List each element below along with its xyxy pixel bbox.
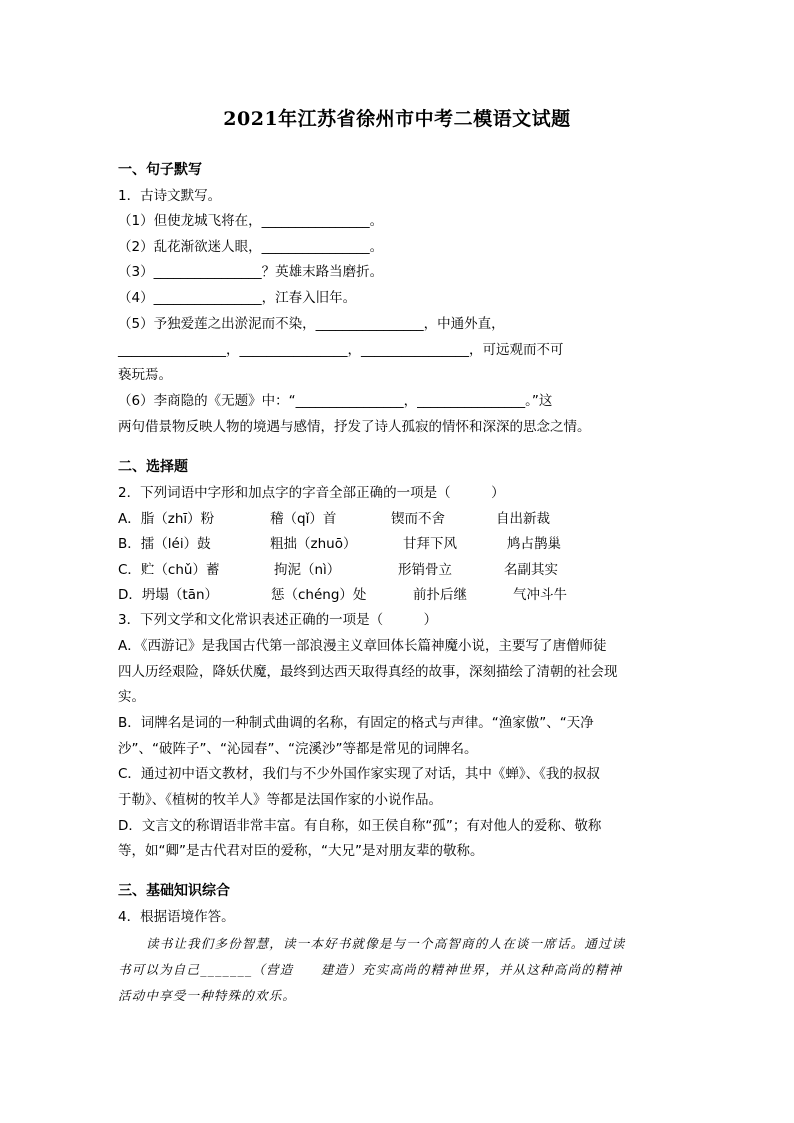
q2-option-c: [118, 561, 558, 579]
q1-item-6: （6）李商隐的《无题》中：“________________，________________。”这: [118, 393, 553, 409]
section-heading-2: 二、选择题: [118, 459, 188, 475]
q1-item-4: （4）________________，江春入旧年。: [118, 290, 357, 306]
q1-item-3: （3）________________？英雄末路当磨折。: [118, 264, 384, 280]
question-2: 2．下列词语中字形和加点字的字音全部正确的一项是（ ）: [118, 485, 505, 501]
q1-item-5-cont: ________________，________________，________________，可远观而不可: [118, 342, 564, 358]
option-d-word-4: 气冲斗牛: [513, 587, 567, 603]
q1-item-1: （1）但使龙城飞将在，________________。: [118, 213, 384, 229]
q3-option-d-line-1: D．文言文的称谓语非常丰富。有自称，如王侯自称“孤”；有对他人的爱称、敬称: [118, 818, 602, 834]
question-1: 1．古诗文默写。: [118, 188, 222, 204]
q3-option-b-line-1: B．词牌名是词的一种制式曲调的名称，有固定的格式与声律。“渔家傲”、“天净: [118, 715, 594, 731]
option-b-word-2: 粗拙（zhuō）: [270, 536, 357, 552]
question-4: 4．根据语境作答。: [118, 909, 235, 925]
option-a-word-2: 稽（qǐ）首: [270, 511, 337, 527]
q1-item-5-end: 亵玩焉。: [118, 367, 172, 383]
q3-option-c-line-1: C．通过初中语文教材，我们与不少外国作家实现了对话，其中《蝉》、《我的叔叔: [118, 766, 600, 782]
option-b-word-3: 甘拜下风: [403, 536, 457, 552]
q1-item-2: （2）乱花渐欲迷人眼，________________。: [118, 239, 384, 255]
option-c-word-1: C．贮（chǔ）蓄: [118, 562, 220, 578]
q3-option-a-line-3: 实。: [118, 689, 145, 705]
page-title: 2021年江苏省徐州市中考二模语文试题: [223, 108, 571, 130]
option-c-word-3: 形销骨立: [398, 562, 452, 578]
q3-option-c-line-2: 于勒》、《植树的牧羊人》等都是法国作家的小说作品。: [118, 792, 442, 808]
option-c-word-4: 名副其实: [504, 562, 558, 578]
option-d-word-3: 前扑后继: [413, 587, 467, 603]
option-c-word-2: 拘泥（nì）: [274, 562, 341, 578]
q4-passage-line-2: 书可以为自己_______（营造 建造）充实高尚的精神世界，并从这种高尚的精神: [118, 962, 623, 977]
option-d-word-1: D．坍塌（tān）: [118, 587, 219, 603]
option-b-word-1: B．擂（léi）鼓: [118, 536, 211, 552]
q3-option-b-line-2: 沙”、“破阵子”、“沁园春”、“浣溪沙”等都是常见的词牌名。: [118, 741, 478, 757]
q4-passage-line-3: 活动中享受一种特殊的欢乐。: [118, 988, 297, 1003]
q1-item-5: （5）予独爱莲之出淤泥而不染，________________，中通外直，: [118, 316, 505, 332]
q2-option-a: [118, 510, 550, 528]
q2-option-b: [118, 535, 561, 553]
section-heading-1: 一、句子默写: [118, 162, 202, 178]
q3-option-d-line-2: 等，如“卿”是古代君对臣的爱称，“大兄”是对朋友辈的敬称。: [118, 843, 484, 859]
q2-option-d: [118, 586, 567, 604]
option-a-word-4: 自出新裁: [496, 511, 550, 527]
option-d-word-2: 惩（chéng）处: [271, 587, 367, 603]
q4-passage-line-1: 读书让我们多份智慧，读一本好书就像是与一个高智商的人在谈一席话。通过读: [146, 936, 626, 951]
q3-option-a-line-2: 四人历经艰险，降妖伏魔，最终到达西天取得真经的故事，深刻描绘了清朝的社会现: [118, 664, 618, 680]
option-a-word-3: 锲而不舍: [391, 511, 445, 527]
section-heading-3: 三、基础知识综合: [118, 883, 230, 899]
question-3: 3．下列文学和文化常识表述正确的一项是（ ）: [118, 612, 438, 628]
q3-option-a-line-1: A．《西游记》是我国古代第一部浪漫主义章回体长篇神魔小说，主要写了唐僧师徒: [118, 638, 607, 654]
q1-item-6-cont: 两句借景物反映人物的境遇与感情，抒发了诗人孤寂的情怀和深深的思念之情。: [118, 419, 591, 435]
option-b-word-4: 鸠占鹊巢: [507, 536, 561, 552]
option-a-word-1: A．脂（zhī）粉: [118, 511, 215, 527]
